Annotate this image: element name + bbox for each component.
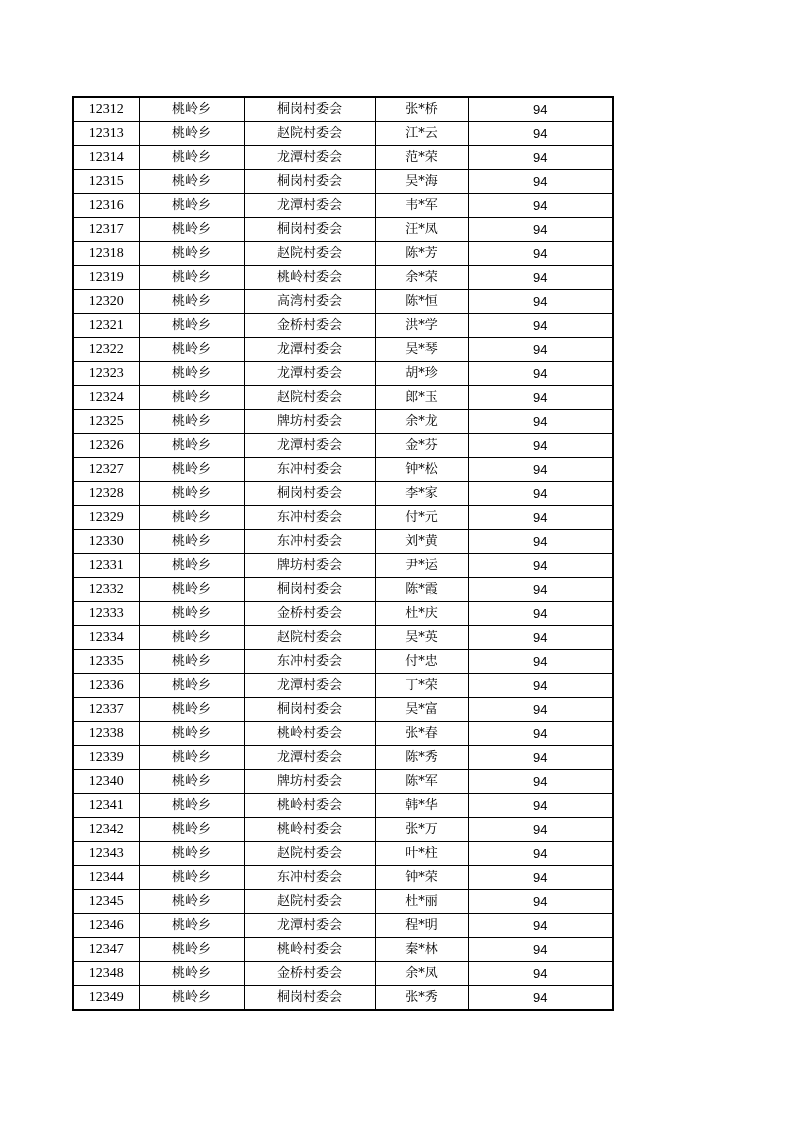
score-cell: 94	[468, 410, 613, 434]
record-id-cell: 12327	[73, 458, 139, 482]
name-cell: 张*桥	[375, 97, 468, 122]
score-cell: 94	[468, 386, 613, 410]
village-committee-cell: 牌坊村委会	[244, 554, 375, 578]
table-row	[73, 770, 613, 794]
record-id-cell: 12325	[73, 410, 139, 434]
village-committee-cell: 桐岗村委会	[244, 218, 375, 242]
record-id-cell: 12314	[73, 146, 139, 170]
township-cell: 桃岭乡	[139, 362, 244, 386]
name-cell: 秦*林	[375, 938, 468, 962]
village-committee-cell: 金桥村委会	[244, 314, 375, 338]
record-id-cell: 12346	[73, 914, 139, 938]
township-cell: 桃岭乡	[139, 458, 244, 482]
table-row	[73, 146, 613, 170]
township-cell: 桃岭乡	[139, 698, 244, 722]
score-cell: 94	[468, 986, 613, 1011]
township-cell: 桃岭乡	[139, 530, 244, 554]
township-cell: 桃岭乡	[139, 410, 244, 434]
table-row	[73, 410, 613, 434]
score-cell: 94	[468, 554, 613, 578]
name-cell: 程*明	[375, 914, 468, 938]
score-cell: 94	[468, 818, 613, 842]
score-cell: 94	[468, 194, 613, 218]
township-cell: 桃岭乡	[139, 986, 244, 1011]
record-id-cell: 12318	[73, 242, 139, 266]
record-id-cell: 12324	[73, 386, 139, 410]
name-cell: 陈*恒	[375, 290, 468, 314]
village-committee-cell: 龙潭村委会	[244, 146, 375, 170]
township-cell: 桃岭乡	[139, 314, 244, 338]
record-id-cell: 12329	[73, 506, 139, 530]
township-cell: 桃岭乡	[139, 434, 244, 458]
village-committee-cell: 东冲村委会	[244, 650, 375, 674]
record-id-cell: 12348	[73, 962, 139, 986]
name-cell: 张*万	[375, 818, 468, 842]
name-cell: 余*凤	[375, 962, 468, 986]
village-committee-cell: 金桥村委会	[244, 962, 375, 986]
township-cell: 桃岭乡	[139, 97, 244, 122]
table-row	[73, 986, 613, 1011]
record-id-cell: 12335	[73, 650, 139, 674]
score-cell: 94	[468, 170, 613, 194]
score-cell: 94	[468, 746, 613, 770]
name-cell: 范*荣	[375, 146, 468, 170]
score-cell: 94	[468, 434, 613, 458]
name-cell: 陈*芳	[375, 242, 468, 266]
table-row	[73, 170, 613, 194]
name-cell: 丁*荣	[375, 674, 468, 698]
township-cell: 桃岭乡	[139, 122, 244, 146]
township-cell: 桃岭乡	[139, 482, 244, 506]
table-row	[73, 458, 613, 482]
table-row	[73, 866, 613, 890]
table-row	[73, 194, 613, 218]
village-committee-cell: 桐岗村委会	[244, 97, 375, 122]
record-id-cell: 12338	[73, 722, 139, 746]
village-committee-cell: 东冲村委会	[244, 506, 375, 530]
township-cell: 桃岭乡	[139, 842, 244, 866]
record-id-cell: 12323	[73, 362, 139, 386]
township-cell: 桃岭乡	[139, 194, 244, 218]
village-committee-cell: 赵院村委会	[244, 122, 375, 146]
village-committee-cell: 赵院村委会	[244, 242, 375, 266]
table-row	[73, 434, 613, 458]
score-cell: 94	[468, 242, 613, 266]
score-cell: 94	[468, 602, 613, 626]
score-cell: 94	[468, 842, 613, 866]
name-cell: 付*元	[375, 506, 468, 530]
score-cell: 94	[468, 314, 613, 338]
village-committee-cell: 龙潭村委会	[244, 362, 375, 386]
village-committee-cell: 赵院村委会	[244, 386, 375, 410]
name-cell: 叶*柱	[375, 842, 468, 866]
township-cell: 桃岭乡	[139, 602, 244, 626]
score-cell: 94	[468, 458, 613, 482]
table-row	[73, 962, 613, 986]
name-cell: 余*龙	[375, 410, 468, 434]
record-id-cell: 12326	[73, 434, 139, 458]
score-cell: 94	[468, 962, 613, 986]
village-committee-cell: 赵院村委会	[244, 626, 375, 650]
score-cell: 94	[468, 914, 613, 938]
village-committee-cell: 牌坊村委会	[244, 770, 375, 794]
township-cell: 桃岭乡	[139, 890, 244, 914]
township-cell: 桃岭乡	[139, 770, 244, 794]
name-cell: 余*荣	[375, 266, 468, 290]
name-cell: 吴*富	[375, 698, 468, 722]
village-committee-cell: 桃岭村委会	[244, 794, 375, 818]
village-committee-cell: 桐岗村委会	[244, 578, 375, 602]
record-id-cell: 12321	[73, 314, 139, 338]
record-id-cell: 12333	[73, 602, 139, 626]
score-cell: 94	[468, 794, 613, 818]
record-id-cell: 12340	[73, 770, 139, 794]
village-committee-cell: 桃岭村委会	[244, 722, 375, 746]
table-row	[73, 746, 613, 770]
village-committee-cell: 桃岭村委会	[244, 938, 375, 962]
score-cell: 94	[468, 218, 613, 242]
township-cell: 桃岭乡	[139, 290, 244, 314]
table-row	[73, 602, 613, 626]
name-cell: 胡*珍	[375, 362, 468, 386]
score-cell: 94	[468, 722, 613, 746]
village-committee-cell: 牌坊村委会	[244, 410, 375, 434]
table-row	[73, 218, 613, 242]
table-row	[73, 266, 613, 290]
record-id-cell: 12344	[73, 866, 139, 890]
score-cell: 94	[468, 938, 613, 962]
table-row	[73, 530, 613, 554]
score-cell: 94	[468, 122, 613, 146]
name-cell: 杜*丽	[375, 890, 468, 914]
name-cell: 吴*英	[375, 626, 468, 650]
record-id-cell: 12336	[73, 674, 139, 698]
township-cell: 桃岭乡	[139, 794, 244, 818]
table-row	[73, 722, 613, 746]
name-cell: 江*云	[375, 122, 468, 146]
village-committee-cell: 桐岗村委会	[244, 698, 375, 722]
table-row	[73, 938, 613, 962]
name-cell: 张*秀	[375, 986, 468, 1011]
township-cell: 桃岭乡	[139, 170, 244, 194]
record-id-cell: 12339	[73, 746, 139, 770]
record-id-cell: 12328	[73, 482, 139, 506]
village-committee-cell: 桐岗村委会	[244, 170, 375, 194]
name-cell: 陈*秀	[375, 746, 468, 770]
village-committee-cell: 赵院村委会	[244, 890, 375, 914]
township-cell: 桃岭乡	[139, 266, 244, 290]
name-cell: 韩*华	[375, 794, 468, 818]
village-committee-cell: 龙潭村委会	[244, 746, 375, 770]
township-cell: 桃岭乡	[139, 242, 244, 266]
village-committee-cell: 龙潭村委会	[244, 674, 375, 698]
record-id-cell: 12313	[73, 122, 139, 146]
record-id-cell: 12349	[73, 986, 139, 1011]
record-id-cell: 12317	[73, 218, 139, 242]
village-committee-cell: 龙潭村委会	[244, 914, 375, 938]
score-cell: 94	[468, 866, 613, 890]
name-cell: 郎*玉	[375, 386, 468, 410]
score-cell: 94	[468, 482, 613, 506]
table-row	[73, 578, 613, 602]
name-cell: 杜*庆	[375, 602, 468, 626]
village-committee-cell: 高湾村委会	[244, 290, 375, 314]
name-cell: 洪*学	[375, 314, 468, 338]
township-cell: 桃岭乡	[139, 218, 244, 242]
township-cell: 桃岭乡	[139, 578, 244, 602]
record-id-cell: 12316	[73, 194, 139, 218]
table-row	[73, 842, 613, 866]
township-cell: 桃岭乡	[139, 722, 244, 746]
village-committee-cell: 金桥村委会	[244, 602, 375, 626]
name-cell: 汪*凤	[375, 218, 468, 242]
name-cell: 张*春	[375, 722, 468, 746]
table-row	[73, 338, 613, 362]
record-id-cell: 12343	[73, 842, 139, 866]
score-cell: 94	[468, 506, 613, 530]
table-row	[73, 554, 613, 578]
record-id-cell: 12312	[73, 97, 139, 122]
record-id-cell: 12341	[73, 794, 139, 818]
name-cell: 尹*运	[375, 554, 468, 578]
table-row	[73, 290, 613, 314]
table-row	[73, 818, 613, 842]
township-cell: 桃岭乡	[139, 746, 244, 770]
township-cell: 桃岭乡	[139, 554, 244, 578]
table-row	[73, 794, 613, 818]
name-cell: 钟*荣	[375, 866, 468, 890]
village-committee-cell: 东冲村委会	[244, 866, 375, 890]
score-cell: 94	[468, 578, 613, 602]
table-row	[73, 482, 613, 506]
record-id-cell: 12330	[73, 530, 139, 554]
name-cell: 陈*霞	[375, 578, 468, 602]
name-cell: 金*芬	[375, 434, 468, 458]
name-cell: 陈*军	[375, 770, 468, 794]
score-cell: 94	[468, 146, 613, 170]
table-row	[73, 890, 613, 914]
record-id-cell: 12322	[73, 338, 139, 362]
name-cell: 韦*军	[375, 194, 468, 218]
score-cell: 94	[468, 698, 613, 722]
village-committee-cell: 桐岗村委会	[244, 482, 375, 506]
village-committee-cell: 桃岭村委会	[244, 266, 375, 290]
score-cell: 94	[468, 338, 613, 362]
record-id-cell: 12337	[73, 698, 139, 722]
score-cell: 94	[468, 770, 613, 794]
township-cell: 桃岭乡	[139, 962, 244, 986]
table-row	[73, 698, 613, 722]
township-cell: 桃岭乡	[139, 650, 244, 674]
township-cell: 桃岭乡	[139, 674, 244, 698]
township-cell: 桃岭乡	[139, 914, 244, 938]
table-row	[73, 122, 613, 146]
name-cell: 李*家	[375, 482, 468, 506]
record-id-cell: 12345	[73, 890, 139, 914]
village-committee-cell: 桃岭村委会	[244, 818, 375, 842]
name-cell: 钟*松	[375, 458, 468, 482]
village-committee-cell: 东冲村委会	[244, 458, 375, 482]
name-cell: 付*忠	[375, 650, 468, 674]
table-body	[73, 97, 613, 1010]
score-cell: 94	[468, 97, 613, 122]
record-id-cell: 12342	[73, 818, 139, 842]
record-id-cell: 12319	[73, 266, 139, 290]
table-row	[73, 674, 613, 698]
village-committee-cell: 龙潭村委会	[244, 338, 375, 362]
village-committee-cell: 龙潭村委会	[244, 434, 375, 458]
township-cell: 桃岭乡	[139, 626, 244, 650]
table-row	[73, 386, 613, 410]
table-row	[73, 97, 613, 122]
name-cell: 吴*海	[375, 170, 468, 194]
village-committee-cell: 龙潭村委会	[244, 194, 375, 218]
score-cell: 94	[468, 674, 613, 698]
table-row	[73, 242, 613, 266]
township-cell: 桃岭乡	[139, 338, 244, 362]
record-id-cell: 12331	[73, 554, 139, 578]
table-row	[73, 650, 613, 674]
score-cell: 94	[468, 266, 613, 290]
table-row	[73, 314, 613, 338]
record-id-cell: 12315	[73, 170, 139, 194]
township-cell: 桃岭乡	[139, 506, 244, 530]
table-row	[73, 362, 613, 386]
township-cell: 桃岭乡	[139, 146, 244, 170]
table-row	[73, 506, 613, 530]
score-cell: 94	[468, 290, 613, 314]
township-cell: 桃岭乡	[139, 866, 244, 890]
township-cell: 桃岭乡	[139, 818, 244, 842]
township-cell: 桃岭乡	[139, 938, 244, 962]
record-id-cell: 12347	[73, 938, 139, 962]
village-committee-cell: 赵院村委会	[244, 842, 375, 866]
table-row	[73, 914, 613, 938]
village-committee-cell: 东冲村委会	[244, 530, 375, 554]
data-table	[72, 96, 614, 1011]
score-cell: 94	[468, 650, 613, 674]
record-id-cell: 12320	[73, 290, 139, 314]
name-cell: 刘*黄	[375, 530, 468, 554]
score-cell: 94	[468, 626, 613, 650]
score-cell: 94	[468, 890, 613, 914]
township-cell: 桃岭乡	[139, 386, 244, 410]
score-cell: 94	[468, 362, 613, 386]
table-row	[73, 626, 613, 650]
name-cell: 吴*琴	[375, 338, 468, 362]
record-id-cell: 12332	[73, 578, 139, 602]
record-id-cell: 12334	[73, 626, 139, 650]
village-committee-cell: 桐岗村委会	[244, 986, 375, 1011]
score-cell: 94	[468, 530, 613, 554]
